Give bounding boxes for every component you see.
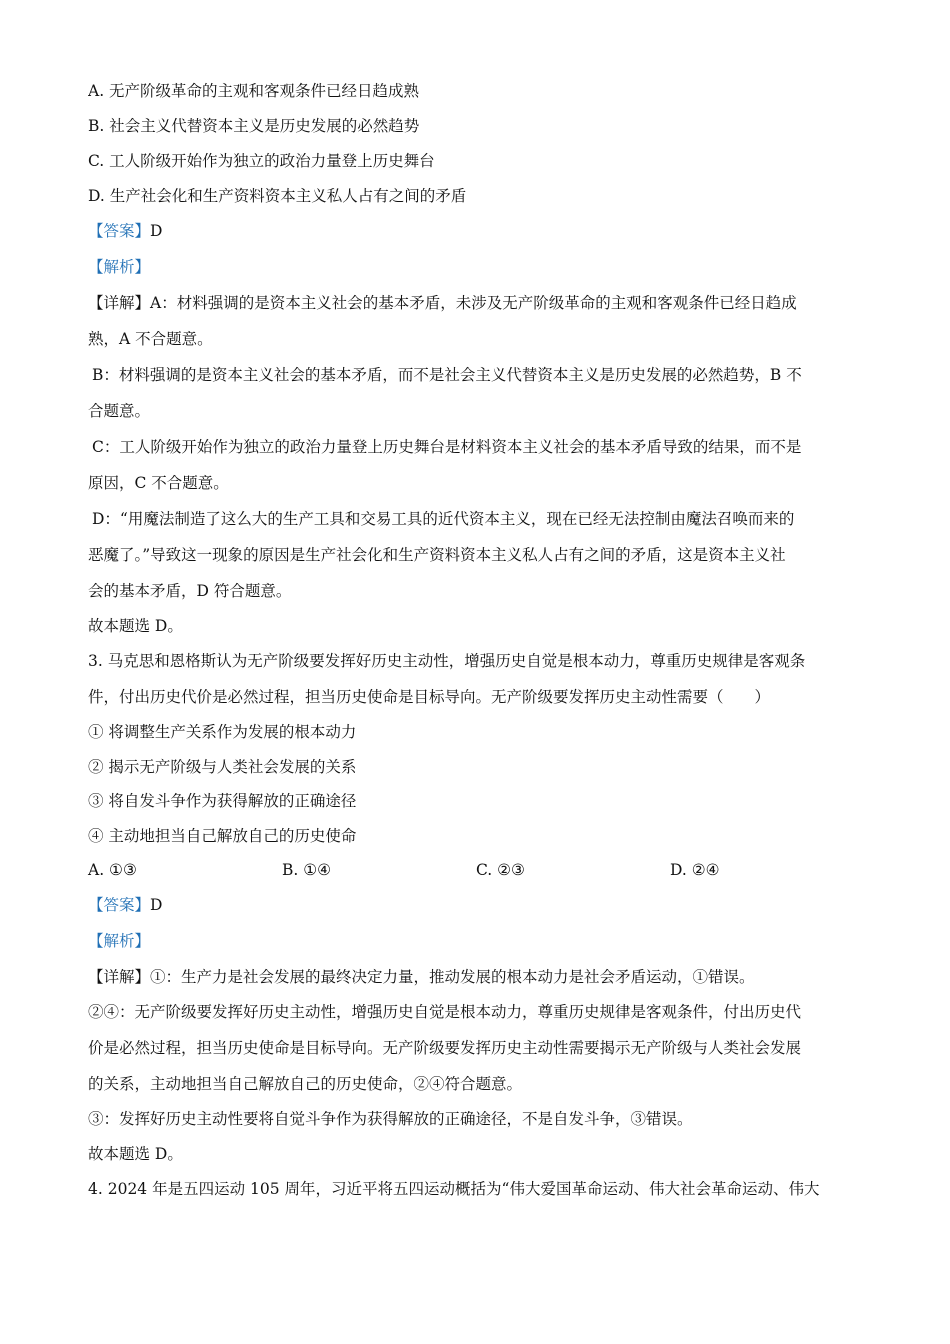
q3-choice-c: C. ②③ (476, 861, 525, 879)
q3-statement-2: ② 揭示无产阶级与人类社会发展的关系 (88, 758, 357, 776)
analysis-tag: 【解析】 (88, 932, 151, 950)
q3-answer-line (88, 894, 863, 916)
q3-detail-line-5: ③：发挥好历史主动性要将自觉斗争作为获得解放的正确途径，不是自发斗争，③错误。 (88, 1110, 693, 1128)
q2-detail-line-7: D：“用魔法制造了这么大的生产工具和交易工具的近代资本主义，现在已经无法控制由魔法召唤而来的 (92, 510, 795, 528)
q3-detail-line-4: 的关系，主动地担当自己解放自己的历史使命，②④符合题意。 (88, 1075, 523, 1093)
q3-statement-1: ① 将调整生产关系作为发展的根本动力 (88, 723, 357, 741)
q3-choice-d: D. ②④ (670, 861, 720, 879)
q2-option-d: D. 生产社会化和生产资料资本主义私人占有之间的矛盾 (88, 187, 467, 205)
q2-option-a: A. 无产阶级革命的主观和客观条件已经日趋成熟 (88, 82, 420, 100)
q2-conclusion: 故本题选 D。 (88, 617, 183, 635)
q2-detail-line-5: C：工人阶级开始作为独立的政治力量登上历史舞台是材料资本主义社会的基本矛盾导致的结果，而不是 (92, 438, 802, 456)
q3-detail-line-3: 价是必然过程，担当历史使命是目标导向。无产阶级要发挥历史主动性需要揭示无产阶级与人类社会发展 (88, 1039, 802, 1057)
q2-detail-line-3: B：材料强调的是资本主义社会的基本矛盾，而不是社会主义代替资本主义是历史发展的必然趋势，B 不 (92, 366, 802, 384)
detail-tag: 【详解】 (88, 294, 151, 312)
q3-stem-line-2: 件，付出历史代价是必然过程，担当历史使命是目标导向。无产阶级要发挥历史主动性需要（ ） (88, 688, 771, 706)
q2-answer-line (88, 220, 863, 242)
q3-stem-line-1: 3. 马克思和恩格斯认为无产阶级要发挥好历史主动性，增强历史自觉是根本动力，尊重历史规律是客观条 (88, 652, 806, 670)
q2-analysis-line (88, 256, 863, 278)
q3-analysis-line (88, 930, 863, 952)
q2-detail-line-9: 会的基本矛盾，D 符合题意。 (88, 582, 292, 600)
q3-detail-text: ①：生产力是社会发展的最终决定力量，推动发展的根本动力是社会矛盾运动，①错误。 (150, 968, 755, 986)
detail-tag: 【详解】 (88, 968, 151, 986)
q3-conclusion: 故本题选 D。 (88, 1145, 183, 1163)
q2-detail-line-8: 恶魔了。”导致这一现象的原因是生产社会化和生产资料资本主义私人占有之间的矛盾，这是资本主义社 (88, 546, 786, 564)
q2-answer-value: D (150, 222, 163, 240)
q2-detail-line-1 (88, 292, 863, 314)
q4-stem-line-1: 4. 2024 年是五四运动 105 周年，习近平将五四运动概括为“伟大爱国革命运动、伟大社会革命运动、伟大 (88, 1180, 820, 1198)
q3-detail-line-1 (88, 966, 863, 988)
answer-tag: 【答案】 (88, 222, 151, 240)
q3-choice-a: A. ①③ (88, 861, 137, 879)
analysis-tag: 【解析】 (88, 258, 151, 276)
q3-choice-b: B. ①④ (282, 861, 332, 879)
q2-option-b: B. 社会主义代替资本主义是历史发展的必然趋势 (88, 117, 420, 135)
q2-detail-line-2: 熟，A 不合题意。 (88, 330, 213, 348)
q2-detail-text: A：材料强调的是资本主义社会的基本矛盾，未涉及无产阶级革命的主观和客观条件已经日趋成 (150, 294, 797, 312)
q2-detail-line-4: 合题意。 (88, 402, 151, 420)
q3-detail-line-2: ②④：无产阶级要发挥好历史主动性，增强历史自觉是根本动力，尊重历史规律是客观条件，付出历史代 (88, 1003, 802, 1021)
q3-answer-value: D (150, 896, 163, 914)
q2-detail-line-6: 原因，C 不合题意。 (88, 474, 229, 492)
q3-statement-3: ③ 将自发斗争作为获得解放的正确途径 (88, 792, 357, 810)
q2-option-c: C. 工人阶级开始作为独立的政治力量登上历史舞台 (88, 152, 435, 170)
q3-statement-4: ④ 主动地担当自己解放自己的历史使命 (88, 827, 357, 845)
answer-tag: 【答案】 (88, 896, 151, 914)
